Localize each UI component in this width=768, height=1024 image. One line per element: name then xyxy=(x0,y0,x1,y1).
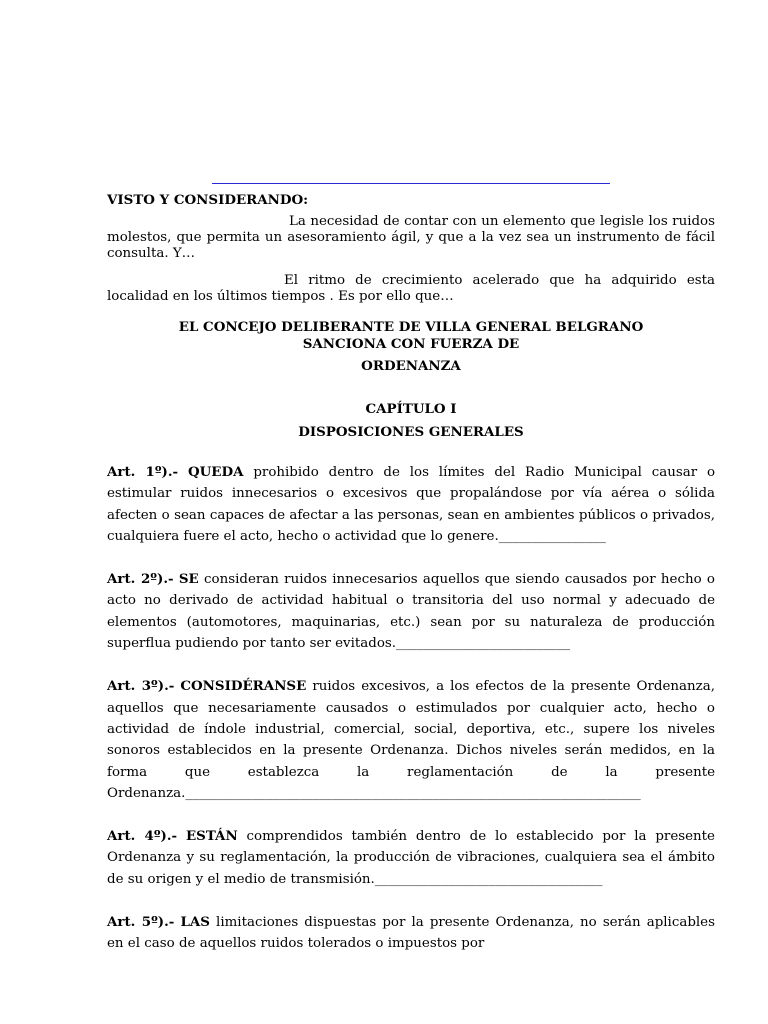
ordinance-body xyxy=(107,192,715,955)
sanction-line-force: SANCIONA CON FUERZA DE xyxy=(302,336,520,352)
article-text: ruidos excesivos, a los efectos de la presente Ordenanza, aquellos que necesariamente causados o estimulados por cualquier acto, hecho o actividad de índole industrial, comercial, social, deportiva, etc., supere los niveles sonoros establecidos en la presente Ordenanza. Dichos niveles serán medidos, en la forma que establezca la reglamentación de la presente Ordenanza.____________________________________________________________________ xyxy=(107,679,715,801)
article-lead-word: ESTÁN xyxy=(185,828,238,845)
article-text: limitaciones dispuestas por la presente Ordenanza, no serán aplicables en el caso de aquellos ruidos tolerados o impuestos por xyxy=(107,915,715,952)
article-label: Art. 5º).- xyxy=(107,914,175,931)
considerando-paragraph: La necesidad de contar con un elemento que legisle los ruidos molestos, que permita un asesoramiento ágil, y que a la vez sea un instrumento de fácil consulta. Y… xyxy=(107,214,715,261)
article-lead-word: SE xyxy=(178,571,199,588)
article-4 xyxy=(107,826,715,890)
header-rule xyxy=(212,183,610,184)
article-lead-word: CONSIDÉRANSE xyxy=(180,678,307,695)
article-lead-word: LAS xyxy=(180,914,210,931)
article-text: comprendidos también dentro de lo establecido por la presente Ordenanza y su reglamentación, la producción de vibraciones, cualquiera sea el ámbito de su origen y el medio de transmisión.__________________________________ xyxy=(107,829,715,887)
article-1 xyxy=(107,462,715,547)
article-text: consideran ruidos innecesarios aquellos que siendo causados por hecho o acto no derivado de actividad habitual o transitoria del uso normal y adecuado de elementos (automotores, maquinarias, etc.) sean por su naturaleza de producción superflua pudiendo por tanto ser evitados.__________________________ xyxy=(107,572,715,652)
considerando-paragraph: El ritmo de crecimiento acelerado que ha adquirido esta localidad en los últimos tiempos . Es por ello que… xyxy=(107,273,715,304)
article-2 xyxy=(107,569,715,654)
chapter-title: DISPOSICIONES GENERALES xyxy=(298,424,524,440)
ordinance-title: ORDENANZA xyxy=(361,358,461,374)
article-label: Art. 3º).- xyxy=(107,678,175,695)
sanction-line-council: EL CONCEJO DELIBERANTE DE VILLA GENERAL BELGRANO xyxy=(178,319,644,335)
article-lead-word: QUEDA xyxy=(187,464,244,480)
article-5 xyxy=(107,912,715,955)
article-3 xyxy=(107,676,715,804)
article-label: Art. 2º).- xyxy=(107,571,174,588)
visto-heading: VISTO Y CONSIDERANDO: xyxy=(107,192,309,208)
article-text: prohibido dentro de los límites del Radio Municipal causar o estimular ruidos innecesarios o excesivos que propalándose por vía aérea o sólida afecten o sean capaces de afectar a las personas, sean en ambientes públicos o privados, cualquiera fuere el acto, hecho o actividad que lo genere.________________ xyxy=(107,465,716,544)
chapter-number: CAPÍTULO I xyxy=(365,401,457,417)
article-label: Art. 1º).- xyxy=(107,464,179,480)
article-label: Art. 4º).- xyxy=(107,828,178,845)
